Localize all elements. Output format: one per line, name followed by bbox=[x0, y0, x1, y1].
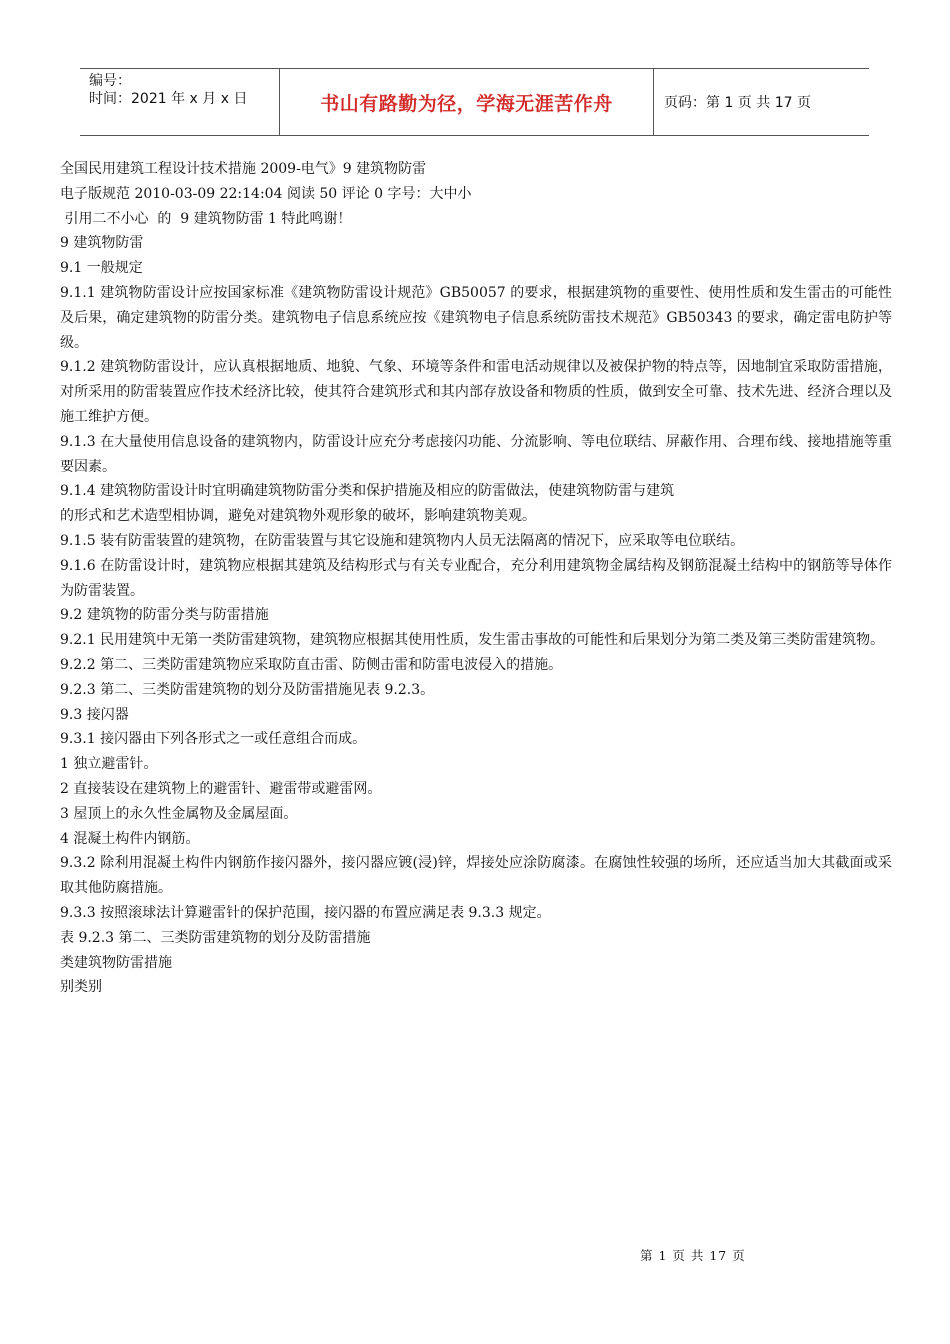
list-item: 1 独立避雷针。 bbox=[60, 756, 158, 773]
list-item: 3 屋顶上的永久性金属物及金属屋面。 bbox=[60, 805, 298, 822]
paragraph: 9.1.6 在防雷设计时，建筑物应根据其建筑及结构形式与有关专业配合，充分利用建筑物金属结构及钢筋混凝土结构中的钢筋等导体作为防雷装置。 bbox=[60, 557, 892, 599]
list-item: 4 混凝土构件内钢筋。 bbox=[60, 830, 200, 847]
paragraph: 9.3.1 接闪器由下列各形式之一或任意组合而成。 bbox=[60, 731, 367, 748]
paragraph: 9.2.2 第二、三类防雷建筑物应采取防直击雷、防侧击雷和防雷电波侵入的措施。 bbox=[60, 656, 563, 673]
text-line: 全国民用建筑工程设计技术措施 2009-电气》9 建筑物防雷 bbox=[60, 161, 427, 177]
paragraph: 9.2.1 民用建筑中无第一类防雷建筑物，建筑物应根据其使用性质，发生雷击事故的可能性和后果划分为第二类及第三类防雷建筑物。 bbox=[60, 632, 885, 649]
number-label: 编号： bbox=[89, 73, 131, 89]
paragraph: 9.1.1 建筑物防雷设计应按国家标准《建筑物防雷设计规范》GB50057 的要求，根据建筑物的重要性、使用性质和发生雷击的可能性及后果，确定建筑物的防雷分类。建筑物电子信息系统应按《建筑物电子信息系统防雷技术规范》GB50343 的要求，确定雷电防护等级。 bbox=[60, 284, 892, 351]
paragraph: 9.1.5 装有防雷装置的建筑物，在防雷装置与其它设施和建筑物内人员无法隔离的情况下，应采取等电位联结。 bbox=[60, 532, 745, 549]
section-heading: 9 建筑物防雷 bbox=[60, 235, 144, 252]
paragraph: 9.1.3 在大量使用信息设备的建筑物内，防雷设计应充分考虑接闪功能、分流影响、等电位联结、屏蔽作用、合理布线、接地措施等重要因素。 bbox=[60, 433, 892, 475]
paragraph: 9.3.3 按照滚球法计算避雷针的保护范围，接闪器的布置应满足表 9.3.3 规定。 bbox=[60, 904, 551, 921]
paragraph: 9.2.3 第二、三类防雷建筑物的划分及防雷措施见表 9.2.3。 bbox=[60, 681, 435, 698]
paragraph: 9.1.4 建筑物防雷设计时宜明确建筑物防雷分类和保护措施及相应的防雷做法，使建筑物防雷与建筑 bbox=[60, 483, 675, 500]
paragraph: 9.1.2 建筑物防雷设计，应认真根据地质、地貌、气象、环境等条件和雷电活动规律以及被保护物的特点等，因地制宜采取防雷措施，对所采用的防雷装置应作技术经济比较，使其符合建筑形式和其内部存放设备和物质的性质，做到安全可靠、技术先进、经济合理以及施工维护方便。 bbox=[60, 359, 892, 425]
header-page-info: 页码：第 1 页 共 17 页 bbox=[664, 95, 811, 111]
page-header bbox=[80, 68, 869, 136]
header-meta bbox=[80, 69, 280, 135]
subsection-heading: 9.1 一般规定 bbox=[60, 260, 143, 277]
table-fragment: 类建筑物防雷措施 bbox=[60, 954, 172, 971]
subsection-heading: 9.3 接闪器 bbox=[60, 706, 129, 723]
paragraph: 的形式和艺术造型相协调，避免对建筑物外观形象的破坏，影响建筑物美观。 bbox=[60, 508, 536, 525]
table-caption: 表 9.2.3 第二、三类防雷建筑物的划分及防雷措施 bbox=[60, 929, 371, 946]
list-item: 2 直接装设在建筑物上的避雷针、避雷带或避雷网。 bbox=[60, 780, 382, 797]
text-line: 电子版规范 2010-03-09 22:14:04 阅读 50 评论 0 字号：大中小 bbox=[60, 185, 472, 202]
table-fragment: 别类别 bbox=[60, 979, 102, 996]
document-body bbox=[60, 157, 892, 1000]
paragraph: 9.3.2 除利用混凝土构件内钢筋作接闪器外，接闪器应镀(浸)锌，焊接处应涂防腐漆。在腐蚀性较强的场所，还应适当加大其截面或采取其他防腐措施。 bbox=[60, 855, 892, 897]
text-line: 引用二不小心 的 9 建筑物防雷 1 特此鸣谢！ bbox=[60, 210, 352, 227]
header-motto: 书山有路勤为径，学海无涯苦作舟 bbox=[280, 69, 654, 135]
subsection-heading: 9.2 建筑物的防雷分类与防雷措施 bbox=[60, 607, 269, 624]
page-footer: 第 1 页 共 17 页 bbox=[640, 1248, 746, 1263]
time-label: 时间：2021 年 x 月 x 日 bbox=[89, 91, 248, 107]
